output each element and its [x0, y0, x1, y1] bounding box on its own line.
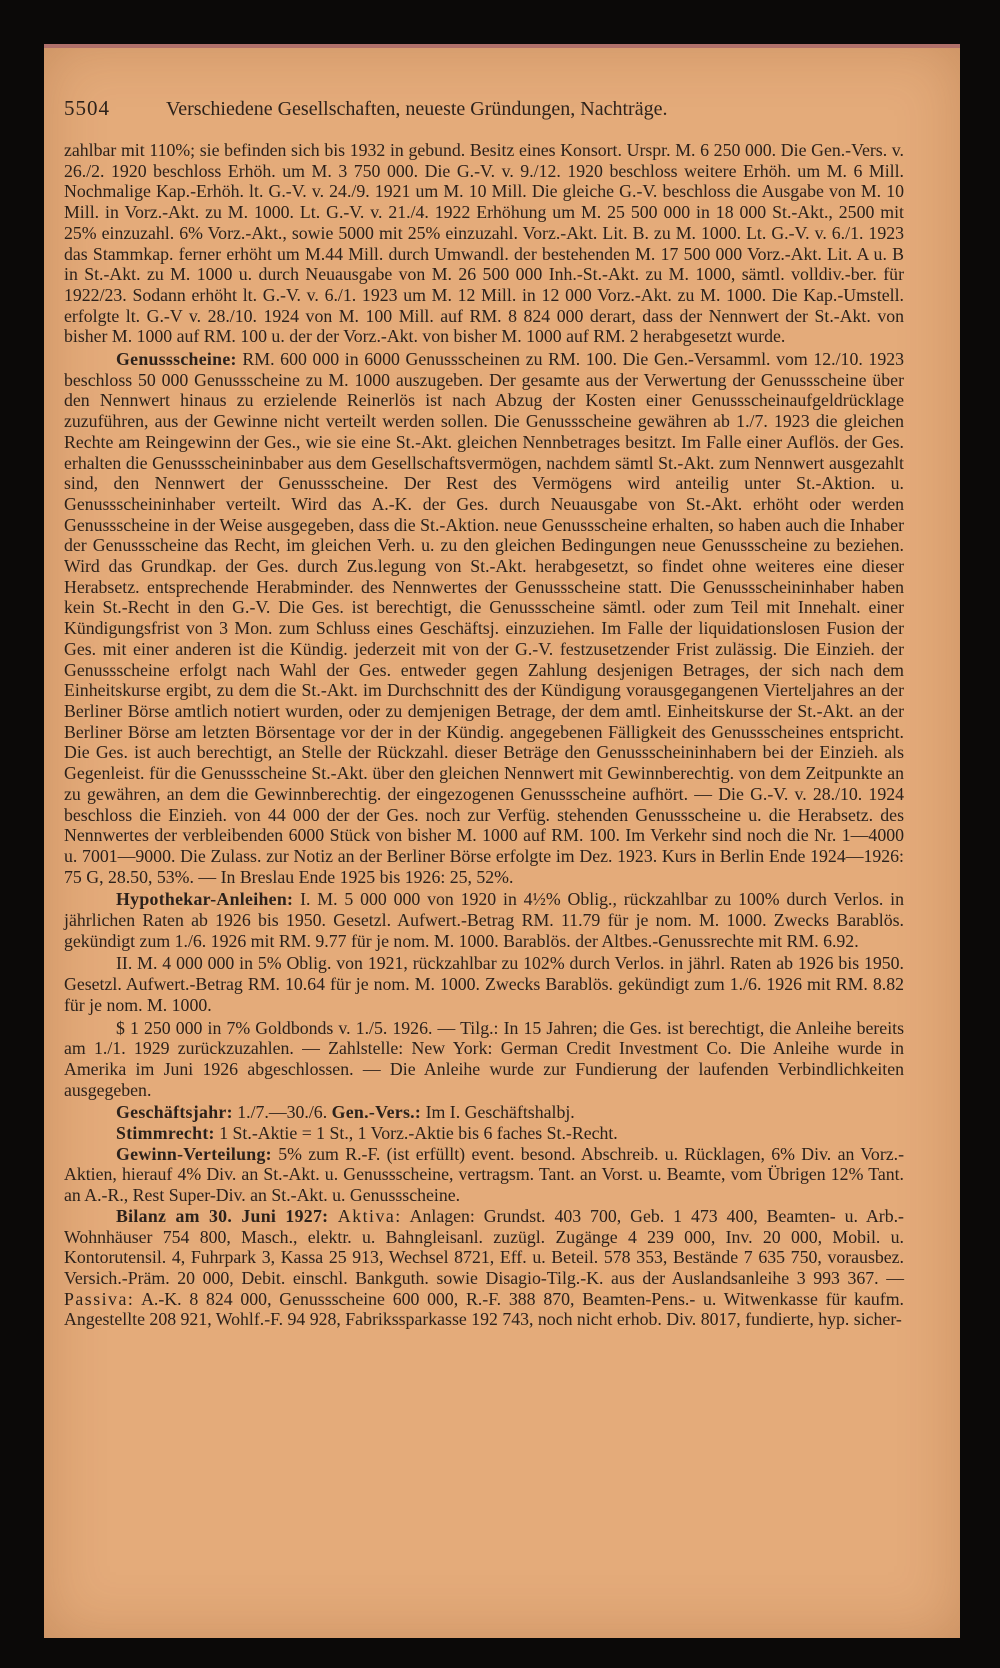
page-header [64, 96, 904, 126]
paragraph-text: RM. 600 000 in 6000 Genussscheinen zu RM. 100. Die Gen.-Versamml. vom 12./10. 1923 beschloss 50 000 Genussscheine zu M. 1000 auszugeben. Der gesamte aus der Verwertung der Genussscheine über den Nennwert hinaus zu erzielende Reinerlös ist nach Abzug der Kosten einer Genussscheinaufgeldrücklage zuzuführen, aus der Gewinne nicht verteilt werden sollen. Die Genussscheine gewähren ab 1./7. 1923 die gleichen Rechte am Reingewinn der Ges., wie sie eine St.-Akt. gleichen Nennbetrages besitzt. Im Falle einer Auflös. der Ges. erhalten die Genussscheininbaber aus dem Gesellschaftsvermögen, nachdem sämtl St.-Akt. zum Nennwert ausgezahlt sind, den Nennwert der Genussscheine. Der Rest des Vermögens wird anteilig unter St.-Aktion. u. Genussscheininhaber verteilt. Wird das A.-K. der Ges. durch Neuausgabe von St.-Akt. erhöht oder werden Genussscheine in der Weise ausgegeben, dass die St.-Aktion. neue Genussscheine erhalten, so haben auch die Inhaber der Genussscheine das Recht, im gleichen Verh. u. zu den gleichen Bedingungen neue Genussscheine zu beziehen. Wird das Grundkap. der Ges. durch Zus.legung von St.-Akt. herabgesetzt, so findet ohne weiteres eine dieser Herabsetz. entsprechende Herabminder. des Nennwertes der Genussscheine statt. Die Genussscheininhaber haben kein St.-Recht in den G.-V. Die Ges. ist berechtigt, die Genussscheine sämtl. oder zum Teil mit Innehalt. einer Kündigungsfrist von 3 Mon. zum Schluss eines Geschäftsj. einzuziehen. Im Falle der liquidationslosen Fusion der Ges. mit einer anderen ist die Kündig. jederzeit mit von der G.-V. festzusetzender Frist zulässig. Die Einzieh. der Genussscheine erfolgt nach Wahl der Ges. entweder gegen Zahlung desjenigen Betrages, der sich nach dem Einheitskurse ergibt, zu dem die St.-Akt. im Durchschnitt des der Kündigung vorausgegangenen Vierteljahres an der Berliner Börse amtlich notiert wurden, oder zu demjenigen Betrage, der dem amtl. Einheitskurse der St.-Akt. an der Berliner Börse am letzten Börsentage vor der in der Kündig. angegebenen Fälligkeit des Genussscheines entspricht. Die Ges. ist auch berechtigt, an Stelle der Rückzahl. dieser Beträge den Genussscheininhabern bei der Einzieh. als Gegenleist. für die Genussscheine St.-Akt. über den gleichen Nennwert mit Gewinnberechtig. von dem Zeitpunkte an zu gewähren, an dem die Gewinnberechtig. der eingezogenen Genussscheine aufhört. — Die G.-V. v. 28./10. 1924 beschloss die Einzieh. von 44 000 der der Ges. noch zur Verfüg. stehenden Genussscheine u. die Herabsetz. des Nennwertes der verbleibenden 6000 Stück von bisher M. 1000 auf RM. 100. Im Verkehr sind noch die Nr. 1—4000 u. 7001—9000. Die Zulass. zur Notiz an der Berliner Börse erfolgte im Dez. 1923. Kurs in Berlin Ende 1924—1926: 75 G, 28.50, 53%. — In Breslau Ende 1925 bis 1926: 25, 52%. [64, 349, 904, 887]
section-label-gewinn-verteilung: Gewinn-Verteilung: [116, 1143, 272, 1164]
paragraph-goldbonds: $ 1 250 000 in 7% Goldbonds v. 1./5. 1926. — Tilg.: In 15 Jahren; die Ges. ist berechtigt, die Anleihe bereits am 1./1. 1929 zurückzuzahlen. — Zahlstelle: New York: German Credit Investment Co. Die Anleihe wurde in Amerika im Juni 1926 abgeschlossen. — Die Anleihe wurde zur Fundierung der laufenden Verbindlichkeiten ausgegeben. [64, 1017, 904, 1100]
paragraph-text: Anlagen: Grundst. 403 700, Geb. 1 473 400, Beamten- u. Arb.-Wohnhäuser 754 800, Masch., elektr. u. Bahngleisanl. zuzügl. Zugänge 4 239 000, Inv. 20 000, Mobil. u. Kontorutensil. 4, Fuhrpark 3, Kassa 25 913, Wechsel 8721, Eff. u. Beteil. 578 353, Bestände 7 635 750, vorausbez. Versich.-Präm. 20 000, Debit. einschl. Bankguth. sowie Disagio-Tilg.-K. aus der Auslandsanleihe 3 993 367. — [64, 1205, 904, 1288]
paragraph-bilanz [64, 1206, 904, 1330]
page-body [64, 140, 904, 1330]
paragraph-text: A.-K. 8 824 000, Genussscheine 600 000, R.-F. 388 870, Beamten-Pens.- u. Witwenkasse für kaufm. Angestellte 208 921, Wohlf.-F. 94 928, Fabrikssparkasse 192 743, noch nicht erhob. Div. 8017, fundierte, hyp. sicher- [64, 1288, 904, 1330]
page-number: 5504 [64, 96, 110, 120]
paragraph-capital-history: zahlbar mit 110%; sie befinden sich bis 1932 in gebund. Besitz eines Konsort. Urspr. M. 6 250 000. Die Gen.-Vers. v. 26./2. 1920 beschloss Erhöh. um M. 3 750 000. Die G.-V. v. 9./12. 1920 beschloss weitere Erhöh. um M. 6 Mill. Nochmalige Kap.-Erhöh. lt. G.-V. v. 24./9. 1921 um M. 10 Mill. Die gleiche G.-V. beschloss die Ausgabe von M. 10 Mill. in Vorz.-Akt. zu M. 1000. Lt. G.-V. v. 21./4. 1922 Erhöhung um M. 25 500 000 in 18 000 St.-Akt., 2500 mit 25% einzuzahl. 6% Vorz.-Akt., sowie 5000 mit 25% einzuzahl. Vorz.-Akt. Lit. B. zu M. 1000. Lt. G.-V. v. 6./1. 1923 das Stammkap. ferner erhöht um M.44 Mill. durch Umwandl. der bestehenden M. 17 500 000 Vorz.-Akt. Lit. A u. B in St.-Akt. zu M. 1000 u. durch Neuausgabe von M. 26 500 000 Inh.-St.-Akt. zu M. 1000, sämtl. volldiv.-ber. für 1922/23. Sodann erhöht lt. G.-V. v. 6./1. 1923 um M. 12 Mill. in 12 000 Vorz.-Akt. zu M. 1000. Die Kap.-Umstell. erfolgte lt. G.-V v. 28./10. 1924 von M. 100 Mill. auf RM. 8 824 000 derart, dass der Nennwert der St.-Akt. von bisher M. 1000 auf RM. 100 u. der der Vorz.-Akt. von bisher M. 1000 auf RM. 2 herabgesetzt wurde. [64, 140, 904, 347]
label-aktiva: Aktiva: [328, 1205, 402, 1226]
document-page [44, 44, 960, 1638]
section-label-bilanz: Bilanz am 30. Juni 1927: [116, 1205, 329, 1226]
paragraph-gewinn-verteilung [64, 1144, 904, 1206]
paragraph-genussscheine [64, 349, 904, 887]
paragraph-stimmrecht [64, 1123, 904, 1144]
section-label-gen-vers: Gen.-Vers.: [331, 1102, 422, 1123]
paragraph-hypothekar-anleihen [64, 889, 904, 951]
paragraph-text: Im I. Geschäftshalbj. [421, 1102, 575, 1123]
section-label-genussscheine: Genussscheine: [116, 349, 237, 370]
running-title: Verschiedene Gesellschaften, neueste Gründungen, Nachträge. [166, 98, 668, 120]
section-label-hypothekar-anleihen: Hypothekar-Anleihen: [116, 889, 294, 910]
paragraph-text: 5% zum R.-F. (ist erfüllt) event. besond. Abschreib. u. Rücklagen, 6% Div. an Vorz.-Aktien, hierauf 4% Div. an St.-Akt. u. Genussscheine, vertragsm. Tant. an Vorst. u. Beamte, vom Übrigen 12% Tant. an A.-R., Rest Super-Div. an St.-Akt. u. Genussscheine. [64, 1143, 904, 1206]
page-edge-line [44, 44, 960, 48]
section-label-geschaeftsjahr: Geschäftsjahr: [116, 1102, 233, 1123]
paragraph-anleihe-ii: II. M. 4 000 000 in 5% Oblig. von 1921, rückzahlbar zu 102% durch Verlos. in jährl. Raten ab 1926 bis 1950. Gesetzl. Aufwert.-Betrag RM. 10.64 für je nom. M. 1000. Zwecks Barablös. gekündigt zum 1./6. 1926 mit RM. 8.82 für je nom. M. 1000. [64, 953, 904, 1015]
label-passiva: Passiva: [64, 1288, 135, 1309]
paragraph-geschaeftsjahr [64, 1102, 904, 1123]
paragraph-text: 1 St.-Aktie = 1 St., 1 Vorz.-Aktie bis 6 faches St.-Recht. [214, 1123, 618, 1144]
paragraph-text: 1./7.—30./6. [232, 1102, 332, 1123]
paragraph-text: I. M. 5 000 000 von 1920 in 4½% Oblig., rückzahlbar zu 100% durch Verlos. in jährlichen Raten ab 1926 bis 1950. Gesetzl. Aufwert.-Betrag RM. 11.79 für je nom. M. 1000. Zwecks Barablös. gekündigt zum 1./6. 1926 mit RM. 9.77 für je nom. M. 1000. Barablös. der Altbes.-Genussrechte mit RM. 6.92. [64, 889, 904, 951]
section-label-stimmrecht: Stimmrecht: [116, 1123, 215, 1144]
